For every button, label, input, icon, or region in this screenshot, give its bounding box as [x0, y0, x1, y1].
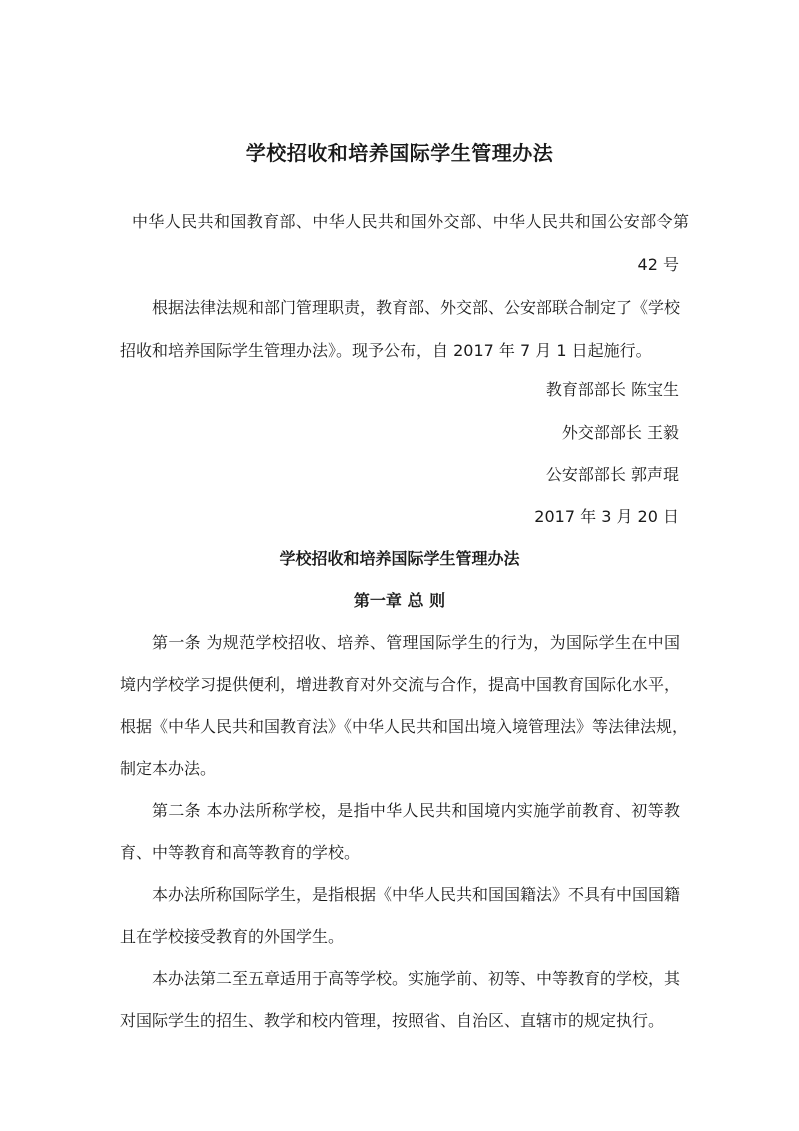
article-2-line-1: 第二条 本办法所称学校，是指中华人民共和国境内实施学前教育、初等教 [152, 801, 680, 820]
article-1-line-1: 第一条 为规范学校招收、培养、管理国际学生的行为，为国际学生在中国 [152, 633, 680, 652]
scope-line-2: 对国际学生的招生、教学和校内管理，按照省、自治区、直辖市的规定执行。 [120, 1011, 665, 1030]
article-1-line-3: 根据《中华人民共和国教育法》《中华人民共和国出境入境管理法》等法律法规， [120, 717, 689, 736]
scope-line-1: 本办法第二至五章适用于高等学校。实施学前、初等、中等教育的学校，其 [152, 969, 681, 988]
decree-line-1: 中华人民共和国教育部、中华人民共和国外交部、中华人民共和国公安部令第 [132, 212, 689, 231]
article-1-line-2: 境内学校学习提供便利，增进教育对外交流与合作，提高中国教育国际化水平， [120, 675, 681, 694]
intro-line-1: 根据法律法规和部门管理职责，教育部、外交部、公安部联合制定了《学校 [152, 298, 681, 317]
decree-line-2: 42 号 [637, 255, 679, 274]
signature-foreign-minister: 外交部部长 王毅 [561, 423, 679, 442]
article-2-line-2: 育、中等教育和高等教育的学校。 [120, 843, 361, 862]
definition-line-1: 本办法所称国际学生，是指根据《中华人民共和国国籍法》不具有中国国籍 [152, 885, 681, 904]
definition-line-2: 且在学校接受教育的外国学生。 [120, 927, 345, 946]
signature-public-security-minister: 公安部部长 郭声琨 [545, 465, 679, 484]
chapter-heading: 第一章 总 则 [353, 591, 446, 610]
section-subtitle: 学校招收和培养国际学生管理办法 [279, 549, 520, 568]
signature-education-minister: 教育部部长 陈宝生 [545, 380, 679, 399]
article-1-line-4: 制定本办法。 [120, 759, 217, 778]
intro-line-2: 招收和培养国际学生管理办法》。现予公布，自 2017 年 7 月 1 日起施行。 [120, 341, 652, 360]
decree-date: 2017 年 3 月 20 日 [534, 507, 679, 526]
document-title: 学校招收和培养国际学生管理办法 [245, 141, 554, 165]
